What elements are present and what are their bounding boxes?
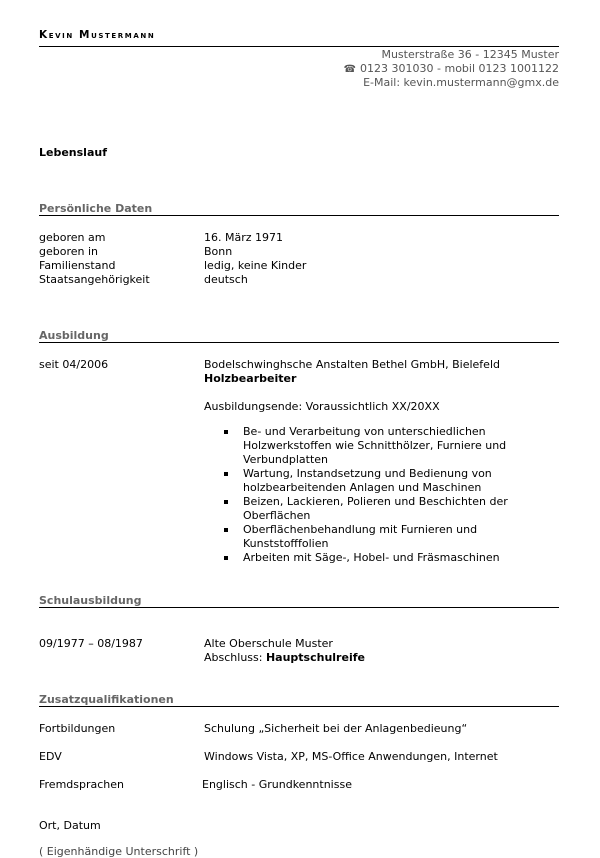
- school-period: 09/1977 – 08/1987: [39, 637, 143, 650]
- list-item: Be- und Verarbeitung von unterschiedlichen Holzwerkstoffen wie Schnitthölzer, Furniere und Verbundplatten: [222, 425, 527, 467]
- personal-label: Staatsangehörigkeit: [39, 273, 150, 286]
- education-position: Holzbearbeiter: [204, 372, 297, 385]
- extra-label: Fremdsprachen: [39, 778, 125, 791]
- section-rule-education: [39, 342, 559, 343]
- section-heading-school: Schulausbildung: [39, 594, 142, 607]
- header-rule: [39, 46, 559, 47]
- personal-value: 16. März 1971: [204, 231, 284, 244]
- education-period: seit 04/2006: [39, 358, 109, 371]
- document-title: Lebenslauf: [39, 146, 107, 159]
- personal-value: Bonn: [204, 245, 233, 258]
- education-end: Ausbildungsende: Voraussichtlich XX/20XX: [204, 400, 440, 413]
- extra-label: Fortbildungen: [39, 722, 116, 735]
- list-item: Oberflächenbehandlung mit Furnieren und Kunststofffolien: [222, 523, 527, 551]
- extra-value: Schulung „Sicherheit bei der Anlagenbedieung“: [204, 722, 468, 735]
- school-degree: [204, 651, 365, 664]
- section-rule-school: [39, 607, 559, 608]
- personal-label: geboren in: [39, 245, 99, 258]
- section-heading-extra: Zusatzqualifikationen: [39, 693, 174, 706]
- signature-place-date: Ort, Datum: [39, 819, 101, 832]
- school-name: Alte Oberschule Muster: [204, 637, 333, 650]
- personal-label: Familienstand: [39, 259, 116, 272]
- extra-label: EDV: [39, 750, 62, 763]
- personal-label: geboren am: [39, 231, 106, 244]
- telephone-icon: ☎: [343, 64, 357, 75]
- list-item: Beizen, Lackieren, Polieren und Beschichten der Oberflächen: [222, 495, 527, 523]
- contact-email: E-Mail: kevin.mustermann@gmx.de: [363, 76, 559, 89]
- extra-value: Englisch - Grundkenntnisse: [202, 778, 352, 791]
- education-employer: Bodelschwinghsche Anstalten Bethel GmbH, Bielefeld: [204, 358, 500, 371]
- contact-phone: [344, 62, 559, 75]
- section-rule-extra: [39, 706, 559, 707]
- section-heading-personal: Persönliche Daten: [39, 202, 153, 215]
- extra-value: Windows Vista, XP, MS-Office Anwendungen, Internet: [204, 750, 498, 763]
- list-item: Arbeiten mit Säge-, Hobel- und Fräsmaschinen: [222, 551, 527, 565]
- list-item: Wartung, Instandsetzung und Bedienung von holzbearbeitenden Anlagen und Maschinen: [222, 467, 527, 495]
- school-degree-value: Hauptschulreife: [265, 651, 365, 664]
- personal-value: deutsch: [204, 273, 248, 286]
- contact-address: Musterstraße 36 - 12345 Muster: [381, 48, 559, 61]
- applicant-name: Kevin Mustermann: [39, 29, 156, 41]
- personal-value: ledig, keine Kinder: [204, 259, 307, 272]
- contact-phone-text: 0123 301030 - mobil 0123 1001122: [360, 62, 559, 75]
- school-degree-label: Abschluss:: [204, 651, 263, 664]
- section-rule-personal: [39, 215, 559, 216]
- education-task-list: [222, 425, 527, 565]
- signature-line-label: ( Eigenhändige Unterschrift ): [39, 845, 199, 858]
- section-heading-education: Ausbildung: [39, 329, 109, 342]
